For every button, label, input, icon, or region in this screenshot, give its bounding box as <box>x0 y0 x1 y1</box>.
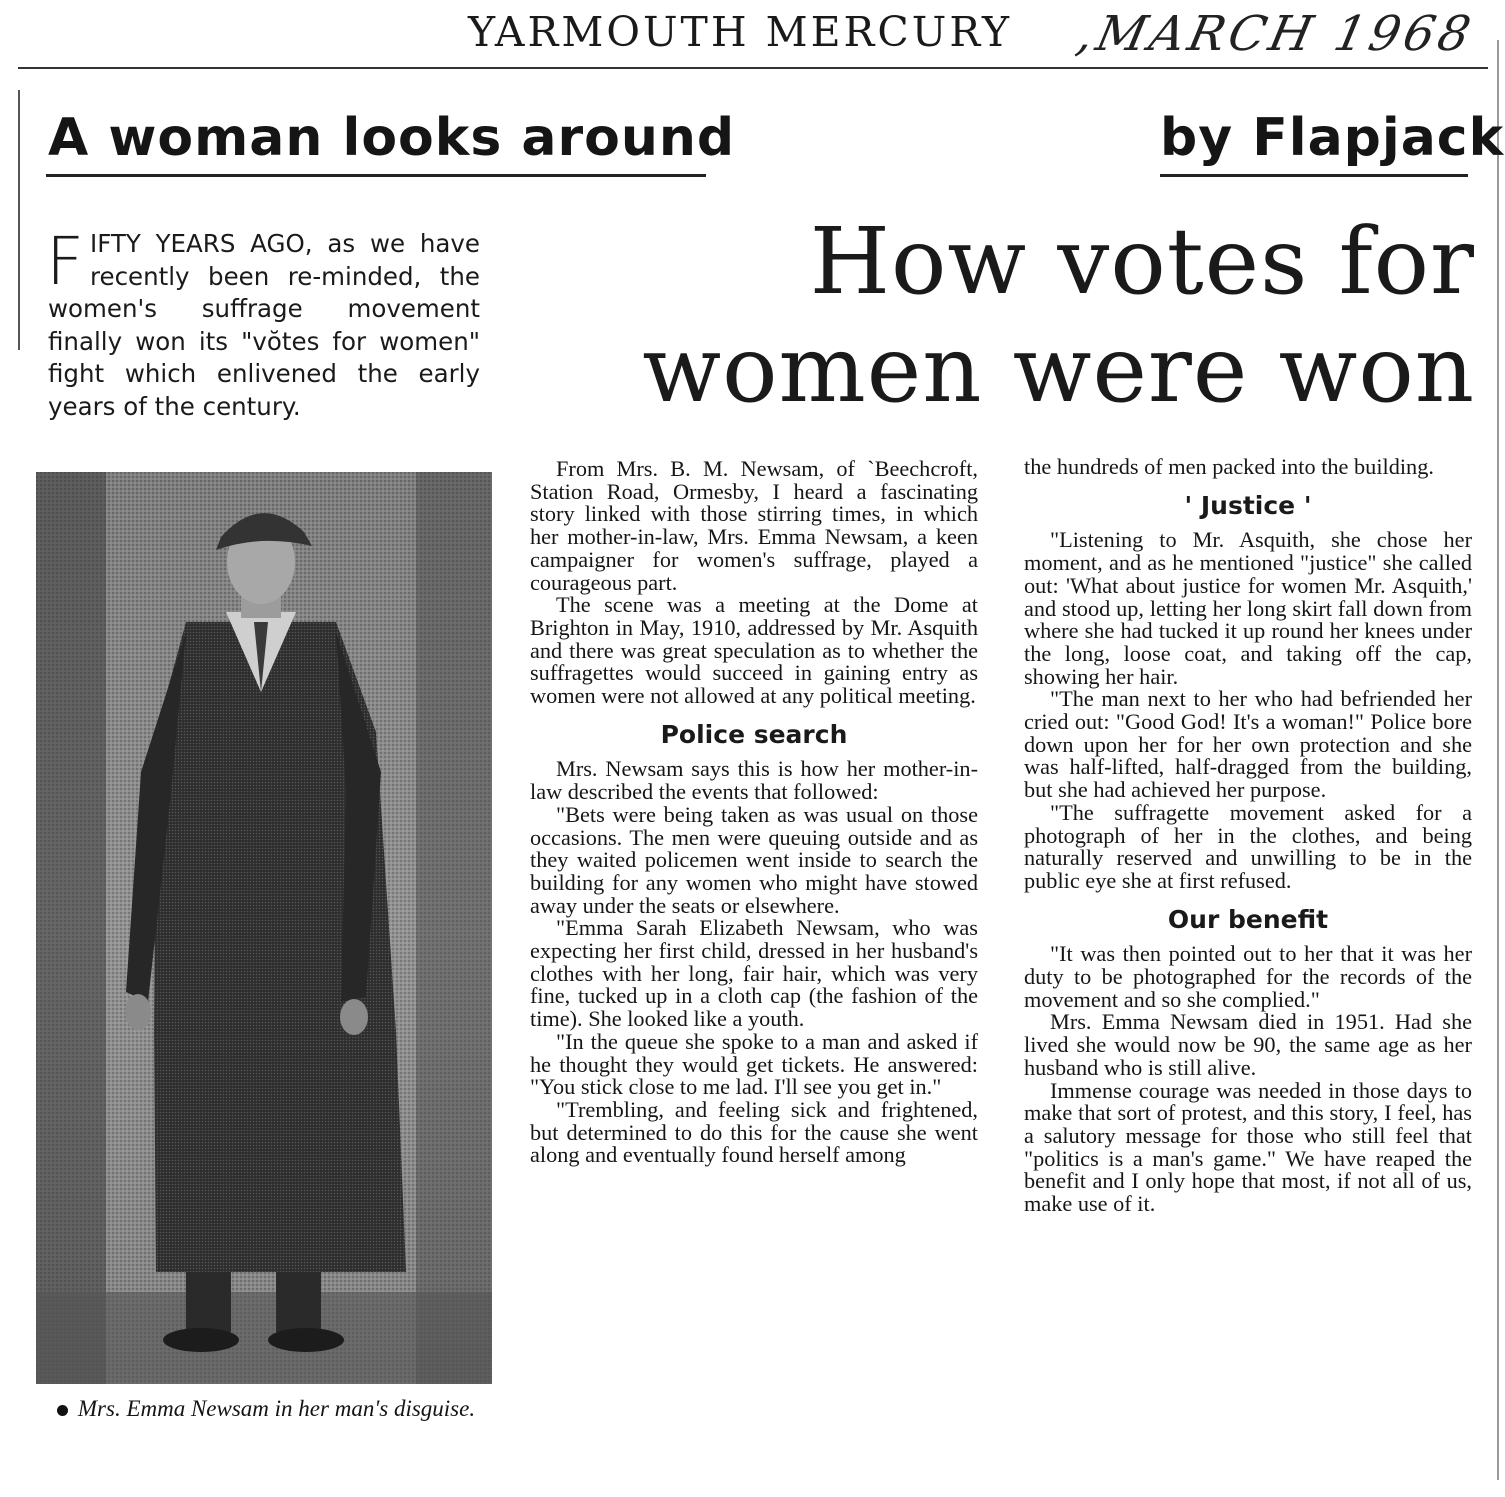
article-paragraph: "Trembling, and feeling sick and frightened, but determined to do this for the cause she went along and eventually found herself among <box>530 1096 978 1168</box>
caption-bullet-icon <box>57 1405 68 1416</box>
article-paragraph: "Bets were being taken as was usual on those occasions. The men were queuing outside and as they waited policemen went inside to search the building for any women who might have stowed away under the seats or elsewhere. <box>530 801 978 918</box>
article-paragraph: Mrs. Emma Newsam died in 1951. Had she lived she would now be 90, the same age as her husband who is still alive. <box>1024 1009 1472 1080</box>
article-paragraph: "Listening to Mr. Asquith, she chose her moment, and as he mentioned "justice" she called out: 'What about justice for women Mr. Asquith,' and stood up, letting her long skirt fall down from where she had tucked it up round her knees under the long, loose coat, and taking off the cap, showing her hair. <box>1024 527 1472 689</box>
headline-line-2: women were won <box>642 316 1475 423</box>
photo-emma-newsam <box>36 472 492 1384</box>
article-paragraph: "The man next to her who had befriended her cried out: "Good God! It's a woman!" Police bore down upon her for her own protection and she was half-lifted, half-dragged from the building, but she had achieved her purpose. <box>1024 686 1472 803</box>
article-paragraph: "It was then pointed out to her that it was her duty to be photographed for the records of the movement and so she complied." <box>1024 941 1472 1012</box>
subhead-our-benefit: Our benefit <box>1167 904 1329 934</box>
byline-underline <box>1160 174 1468 177</box>
intro-text: IFTY YEARS AGO, as we have recently been re-minded, the women's suffrage movement finally won its "vŏtes for women" fight which enlivened the early years of the century. <box>48 229 480 421</box>
article-column-2 <box>1024 456 1472 1216</box>
right-edge-rule <box>1497 40 1499 1480</box>
drop-cap: F <box>46 223 84 300</box>
subhead-justice: ' Justice ' <box>1184 490 1312 520</box>
left-margin-rule <box>18 90 20 350</box>
article-paragraph: Immense courage was needed in those days to make that sort of protest, and this story, I feel, has a salutory message for those who still feel that "politics is a man's game." We have reaped the benefit and I only hope that most, if not all of us, make use of it. <box>1024 1077 1472 1217</box>
article-paragraph: Mrs. Newsam says this is how her mother-in-law described the events that followed: <box>530 756 978 805</box>
article-paragraph: the hundreds of men packed into the building. <box>1024 454 1434 479</box>
article-paragraph: "Emma Sarah Elizabeth Newsam, who was expecting her first child, dressed in her husband's clothes with her long, fair hair, which was very fine, tucked up in a cloth cap (the fashion of the time). She looked like a youth. <box>530 915 978 1032</box>
article-paragraph: "The suffragette movement asked for a photograph of her in the clothes, and being naturally reserved and unwilling to be in the public eye she at first refused. <box>1024 799 1472 893</box>
article-paragraph: From Mrs. B. M. Newsam, of `Beechcroft, Station Road, Ormesby, I heard a fascinating story linked with those stirring times, in which her mother-in-law, Mrs. Emma Newsam, a keen campaigner for women's suffrage, played a courageous part. <box>530 456 978 595</box>
column-byline: by Flapjack <box>1160 108 1505 168</box>
subhead-police-search: Police search <box>660 719 848 749</box>
caption-text: Mrs. Emma Newsam in her man's disguise. <box>77 1396 476 1421</box>
handwritten-date: ,MARCH 1968 <box>1072 6 1480 62</box>
headline-line-1: How votes for <box>809 208 1475 315</box>
article-paragraph: "In the queue she spoke to a man and asked if he thought they would get tickets. He answered: "You stick close to me lad. I'll see you get in." <box>530 1028 978 1100</box>
masthead-rule <box>18 67 1488 69</box>
intro-paragraph <box>46 223 480 423</box>
photo-figure-in-coat <box>36 472 492 1384</box>
article-column-1 <box>530 458 978 1167</box>
column-title-underline <box>46 174 706 177</box>
photo-caption <box>38 1394 494 1423</box>
headline <box>550 208 1475 424</box>
article-paragraph: The scene was a meeting at the Dome at Brighton in May, 1910, addressed by Mr. Asquith and there was great speculation as to whether the suffragettes would succeed in gaining entry as women were not allowed at any political meeting. <box>530 592 978 709</box>
column-title: A woman looks around <box>48 108 736 168</box>
masthead-title: YARMOUTH MERCURY <box>468 8 1013 56</box>
